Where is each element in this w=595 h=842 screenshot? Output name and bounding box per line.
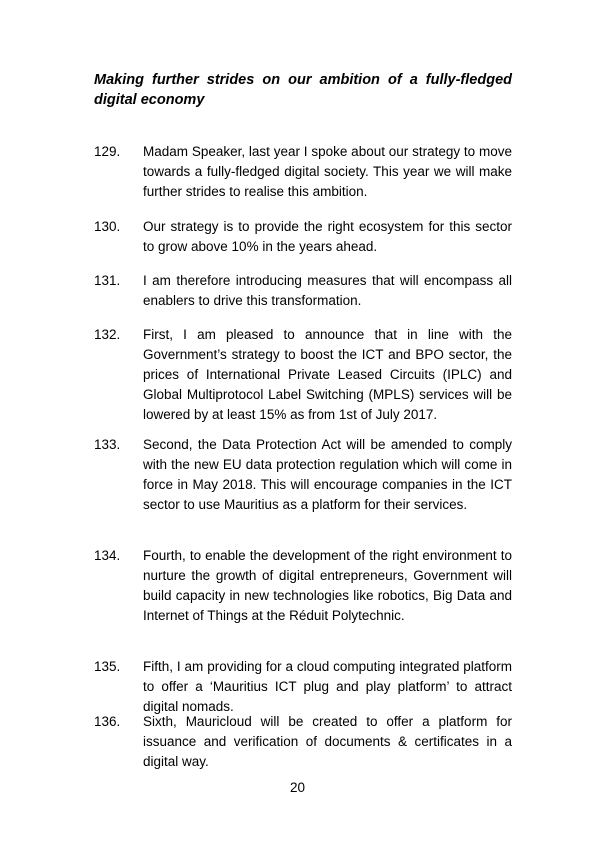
paragraph-131 [94,271,512,311]
paragraph-number: 135. [94,659,121,674]
paragraph-number: 136. [94,714,121,729]
paragraph-number: 129. [94,144,121,159]
paragraph-129 [94,142,512,202]
paragraph-text: Fourth, to enable the development of the right environment to nurture the growth of digital entrepreneurs, Government will build capacity in new technologies like robotics, Big Data and Internet of Things at the Réduit Polytechnic. [143,548,512,623]
paragraph-number: 132. [94,327,121,342]
paragraph-130 [94,217,512,257]
paragraph-number: 134. [94,548,121,563]
paragraph-136 [94,712,512,772]
paragraph-132 [94,325,512,425]
page-number: 20 [289,780,306,795]
section-heading: Making further strides on our ambition of a fully-fledged digital economy [94,72,512,108]
paragraph-text: I am therefore introducing measures that will encompass all enablers to drive this transformation. [143,273,512,308]
paragraph-text: Madam Speaker, last year I spoke about our strategy to move towards a fully-fledged digital society. This year we will make further strides to realise this ambition. [143,144,512,199]
paragraph-text: Sixth, Mauricloud will be created to offer a platform for issuance and verification of documents & certificates in a digital way. [143,714,512,769]
paragraph-number: 130. [94,219,121,234]
paragraph-text: Fifth, I am providing for a cloud computing integrated platform to offer a ‘Mauritius ICT plug and play platform’ to attract digital nomads. [143,659,512,714]
paragraph-text: Our strategy is to provide the right ecosystem for this sector to grow above 10% in the years ahead. [143,219,512,254]
paragraph-number: 131. [94,273,121,288]
paragraph-134 [94,546,512,626]
paragraph-text: Second, the Data Protection Act will be amended to comply with the new EU data protection regulation which will come in force in May 2018. This will encourage companies in the ICT sector to use Mauritius as a platform for their services. [143,437,512,512]
paragraph-number: 133. [94,437,121,452]
paragraph-text: First, I am pleased to announce that in line with the Government’s strategy to boost the ICT and BPO sector, the prices of International Private Leased Circuits (IPLC) and Global Multiprotocol Label Switching (MPLS) services will be lowered by at least 15% as from 1st of July 2017. [143,327,512,422]
paragraph-133 [94,435,512,515]
paragraph-135 [94,657,512,717]
